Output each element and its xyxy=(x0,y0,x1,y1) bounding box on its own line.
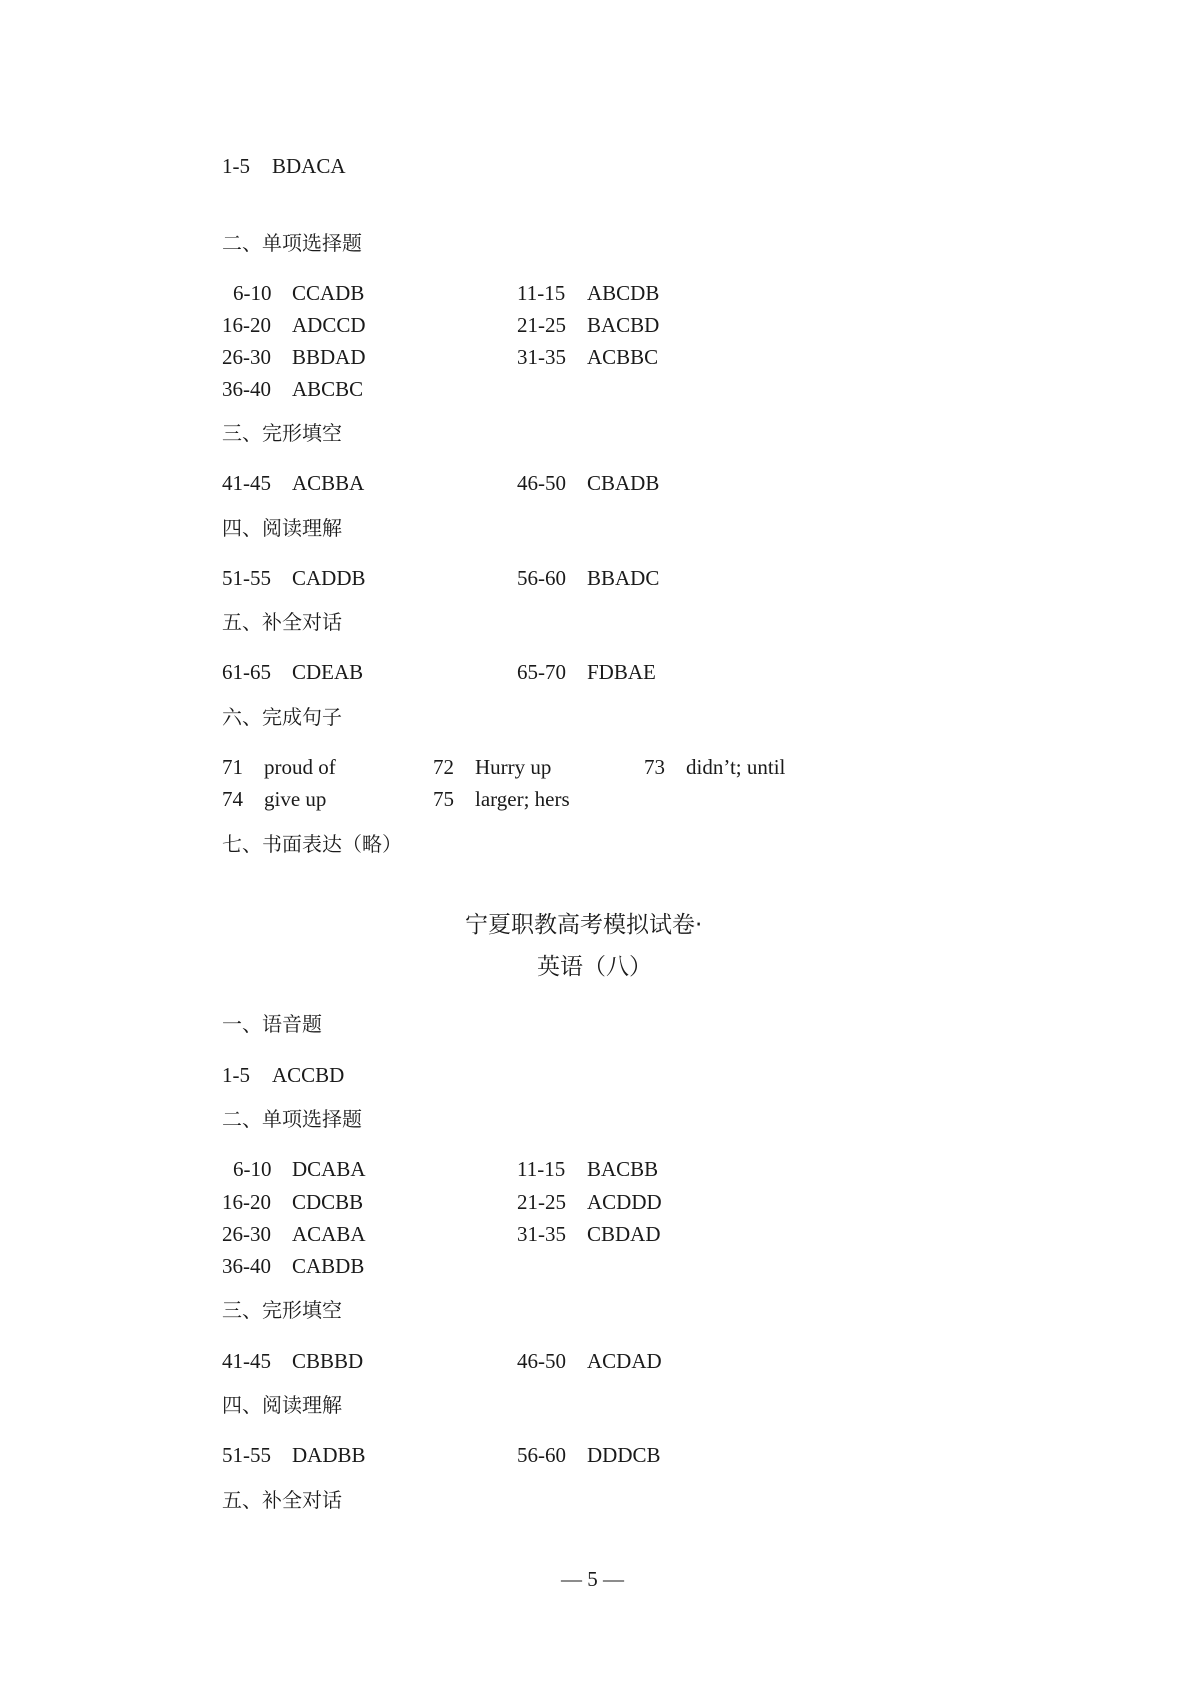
section-heading-single-choice: 二、单项选择题 xyxy=(222,231,362,255)
answer-letters: BACBD xyxy=(587,313,660,337)
section-heading-dialogue: 五、补全对话 xyxy=(222,1488,342,1512)
answer-number: 73 xyxy=(644,755,665,779)
answer-range: 1-5 xyxy=(222,154,250,178)
exam-subtitle: 英语（八） xyxy=(537,954,652,980)
section-heading-cloze: 三、完形填空 xyxy=(222,421,342,445)
answer-range: 31-35 xyxy=(517,1222,566,1246)
answer-letters: BACBB xyxy=(587,1157,659,1181)
section-heading-writing: 七、书面表达（略） xyxy=(222,832,402,856)
answer-range: 41-45 xyxy=(222,1349,271,1373)
page-number: — 5 — xyxy=(561,1567,624,1591)
answer-letters: ACBBC xyxy=(587,345,659,369)
answer-number: 75 xyxy=(433,787,454,811)
answer-letters: CADDB xyxy=(292,566,366,590)
section-heading-reading: 四、阅读理解 xyxy=(222,516,342,540)
answer-letters: CDEAB xyxy=(292,660,364,684)
answer-range: 6-10 xyxy=(233,281,272,305)
answer-range: 6-10 xyxy=(233,1157,272,1181)
answer-letters: ACBBA xyxy=(292,471,365,495)
section-heading-phonetics: 一、语音题 xyxy=(222,1012,322,1036)
answer-letters: ACCBD xyxy=(272,1063,345,1087)
answer-range: 21-25 xyxy=(517,313,566,337)
answer-range: 1-5 xyxy=(222,1063,250,1087)
answer-letters: BDACA xyxy=(272,154,346,178)
answer-range: 46-50 xyxy=(517,1349,566,1373)
answer-range: 16-20 xyxy=(222,1190,271,1214)
answer-range: 51-55 xyxy=(222,566,271,590)
answer-letters: FDBAE xyxy=(587,660,656,684)
section-heading-dialogue: 五、补全对话 xyxy=(222,610,342,634)
answer-letters: ABCBC xyxy=(292,377,364,401)
answer-letters: CABDB xyxy=(292,1254,365,1278)
answer-letters: ACDDD xyxy=(587,1190,662,1214)
answer-range: 56-60 xyxy=(517,566,566,590)
answer-range: 11-15 xyxy=(517,1157,566,1181)
section-heading-cloze: 三、完形填空 xyxy=(222,1298,342,1322)
answer-range: 26-30 xyxy=(222,1222,271,1246)
answer-range: 56-60 xyxy=(517,1443,566,1467)
answer-letters: CBADB xyxy=(587,471,660,495)
answer-letters: DDDCB xyxy=(587,1443,661,1467)
answer-phrase: didn’t; until xyxy=(686,755,786,779)
answer-letters: BBADC xyxy=(587,566,660,590)
answer-letters: ABCDB xyxy=(587,281,660,305)
answer-letters: CDCBB xyxy=(292,1190,364,1214)
section-heading-sentences: 六、完成句子 xyxy=(222,705,342,729)
section-heading-single-choice: 二、单项选择题 xyxy=(222,1107,362,1131)
answer-range: 61-65 xyxy=(222,660,271,684)
answer-range: 31-35 xyxy=(517,345,566,369)
exam-title: 宁夏职教高考模拟试卷· xyxy=(465,912,703,938)
answer-letters: ADCCD xyxy=(292,313,366,337)
answer-letters: BBDAD xyxy=(292,345,366,369)
answer-range: 36-40 xyxy=(222,1254,271,1278)
answer-letters: CCADB xyxy=(292,281,365,305)
answer-letters: DCABA xyxy=(292,1157,366,1181)
answer-range: 36-40 xyxy=(222,377,271,401)
answer-number: 72 xyxy=(433,755,454,779)
answer-letters: ACABA xyxy=(292,1222,366,1246)
answer-phrase: larger; hers xyxy=(475,787,570,811)
answer-range: 11-15 xyxy=(517,281,566,305)
answer-range: 16-20 xyxy=(222,313,271,337)
answer-phrase: give up xyxy=(264,787,327,811)
answer-number: 71 xyxy=(222,755,243,779)
answer-letters: CBDAD xyxy=(587,1222,661,1246)
answer-number: 74 xyxy=(222,787,243,811)
section-heading-reading: 四、阅读理解 xyxy=(222,1393,342,1417)
answer-range: 46-50 xyxy=(517,471,566,495)
answer-range: 26-30 xyxy=(222,345,271,369)
answer-phrase: proud of xyxy=(264,755,336,779)
answer-range: 41-45 xyxy=(222,471,271,495)
answer-letters: DADBB xyxy=(292,1443,366,1467)
answer-range: 51-55 xyxy=(222,1443,271,1467)
answer-range: 65-70 xyxy=(517,660,566,684)
answer-letters: CBBBD xyxy=(292,1349,364,1373)
answer-letters: ACDAD xyxy=(587,1349,662,1373)
answer-range: 21-25 xyxy=(517,1190,566,1214)
answer-phrase: Hurry up xyxy=(475,755,552,779)
